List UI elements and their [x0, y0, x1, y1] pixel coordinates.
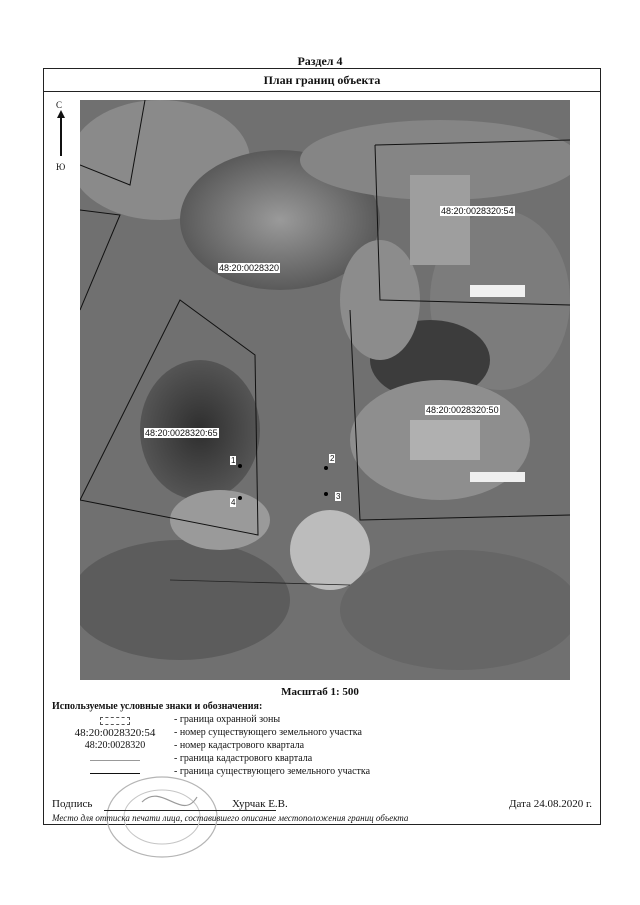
point-label: 4	[231, 498, 236, 507]
legend-desc: - номер кадастрового квартала	[174, 740, 305, 751]
scale-label: Масштаб 1: 500	[281, 686, 359, 698]
point-label: 3	[336, 492, 341, 501]
quarter-label: 48:20:0028320	[219, 263, 280, 273]
signature-line	[104, 810, 276, 811]
point-label: 2	[330, 454, 335, 463]
parcel-label: 48:20:0028320:54	[441, 206, 514, 216]
plan-title: План границ объекта	[43, 68, 601, 92]
dashed-box-symbol	[60, 714, 170, 727]
legend-item	[52, 714, 592, 727]
legend-item	[52, 740, 592, 753]
legend-item	[52, 753, 592, 766]
legend-symbol-text: 48:20:0028320	[84, 740, 146, 751]
signature-label: Подпись	[52, 798, 93, 810]
north-arrow-icon	[56, 110, 66, 160]
point-label: 1	[231, 456, 236, 465]
signature-row	[52, 798, 592, 812]
signer-name: Хурчак Е.В.	[232, 798, 288, 810]
legend-desc: - граница охранной зоны	[174, 714, 281, 725]
section-title: Раздел 4	[297, 54, 343, 68]
legend-desc: - граница кадастрового квартала	[174, 753, 313, 764]
aerial-map	[80, 100, 570, 680]
compass-north-label: С	[56, 100, 63, 110]
legend-item	[52, 727, 592, 740]
legend-symbol-text: 48:20:0028320:54	[74, 727, 156, 739]
legend-desc: - граница существующего земельного участка	[174, 766, 371, 777]
parcel-label: 48:20:0028320:65	[145, 428, 218, 438]
thin-line-symbol	[60, 753, 170, 766]
north-arrow	[52, 100, 72, 180]
footnote: Место для оттиска печати лица, составившего описание местоположения границ объекта	[52, 813, 409, 823]
parcel-label: 48:20:0028320:50	[426, 405, 499, 415]
compass-south-label: Ю	[56, 162, 66, 172]
legend-heading: Используемые условные знаки и обозначения:	[52, 701, 263, 712]
document-date: Дата 24.08.2020 г.	[509, 798, 592, 810]
legend-desc: - номер существующего земельного участка	[174, 727, 362, 738]
